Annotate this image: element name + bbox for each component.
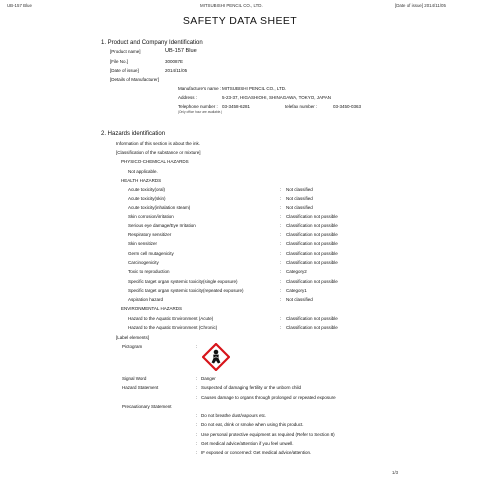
hazard-value: Not classified <box>286 187 313 192</box>
precaution-colon: : <box>196 450 198 455</box>
hazard-statement-colon: : <box>196 385 198 390</box>
hazard-colon: : <box>280 297 282 302</box>
hazard-label: Toxic to reproduction <box>128 269 170 274</box>
signal-colon: : <box>196 376 198 381</box>
env-heading: ENVIRONMENTAL HAZARDS <box>121 306 183 311</box>
hazard-value: Classification not possible <box>286 279 338 284</box>
hazard-colon: : <box>280 196 282 201</box>
precaution-statement: Do not breathe dust/vapours etc. <box>201 413 267 418</box>
precaution-statement: Get medical advice/attention if you feel unwell. <box>201 441 294 446</box>
env-hazard-value: Classification not possible <box>286 325 338 330</box>
precaution-colon: : <box>196 441 198 446</box>
hazard-label: Carcinogenicity <box>128 260 159 265</box>
precaution-colon: : <box>196 422 198 427</box>
precaution-colon: : <box>196 432 198 437</box>
hazard-colon: : <box>280 205 282 210</box>
office-hours-note: (Only office hour are available.) <box>178 110 223 114</box>
hazard-label: Aspiration hazard <box>128 297 164 302</box>
precaution-statement: IF exposed or concerned: Get medical advice/attention. <box>201 450 312 455</box>
page-title: SAFETY DATA SHEET <box>182 15 298 27</box>
precautionary-label: Precautionary Statement <box>122 404 172 409</box>
hazard-colon: : <box>280 251 282 256</box>
section1-heading: 1. Product and Company Identification <box>101 40 203 46</box>
hazard-colon: : <box>280 269 282 274</box>
fax-value: 03-3450-0363 <box>333 104 362 109</box>
hazard-label: Skin sensitizer <box>128 241 158 246</box>
date-label: [Date of issue] <box>110 68 139 73</box>
health-hazard-pictogram-icon <box>202 343 230 371</box>
env-hazard-value: Classification not possible <box>286 316 338 321</box>
hazard-label: Specific target organ systemic toxicity(repeated exposure) <box>128 288 244 293</box>
header-product: UB-157 Blue <box>7 3 32 8</box>
file-no-label: [File No.] <box>110 59 129 64</box>
physico-heading: PHYSICO-CHEMICAL HAZARDS <box>121 159 189 164</box>
hazard-colon: : <box>280 223 282 228</box>
hazard-label: Acute toxicity(oral) <box>128 187 166 192</box>
hazard-label: Respiratory sensitizer <box>128 232 172 237</box>
hazard-value: Category1 <box>286 288 307 293</box>
signal-word: Danger <box>201 376 216 381</box>
precaution-statement: Use personal protective equipment as required (Refer to Section 8) <box>201 432 335 437</box>
health-heading: HEALTH HAZARDS <box>121 178 162 183</box>
hazard-value: Not classified <box>286 205 313 210</box>
pictogram-label: Pictogram <box>122 344 143 349</box>
physico-value: Not applicable. <box>128 169 158 174</box>
hazard-statement-colon: : <box>196 395 198 400</box>
product-name-label: [Product name] <box>110 49 141 54</box>
hazard-colon: : <box>280 279 282 284</box>
hazard-colon: : <box>280 316 282 321</box>
address-label: Address : <box>178 95 198 100</box>
hazard-label: Specific target organ systemic toxicity(single exposure) <box>128 279 238 284</box>
manufacturer-label: [Details of Manufacturer] <box>110 77 160 82</box>
hazard-value: Classification not possible <box>286 260 338 265</box>
env-hazard-label: Hazard to the Aquatic Environment (Acute) <box>128 316 214 321</box>
hazard-label: Acute toxicity(inhalation steam) <box>128 205 191 210</box>
section2-heading: 2. Hazards identification <box>101 131 166 137</box>
hazard-colon: : <box>280 241 282 246</box>
hazard-statement: Suspected of damaging fertility or the unborn child <box>201 385 302 390</box>
classification-label: [Classification of the substance or mixture] <box>116 150 201 155</box>
hazard-value: Classification not possible <box>286 232 338 237</box>
hazard-colon: : <box>280 232 282 237</box>
hazard-value: Category2 <box>286 269 307 274</box>
hazard-colon: : <box>280 260 282 265</box>
mfr-name-label: Manufacture's name : <box>178 86 222 91</box>
hazard-colon: : <box>280 325 282 330</box>
precaution-statement: Do not eat, drink or smoke when using this product. <box>201 422 304 427</box>
fax-label: telefax number : <box>285 104 318 109</box>
hazard-colon: : <box>280 214 282 219</box>
hazard-value: Not classified <box>286 297 313 302</box>
env-hazard-label: Hazard to the Aquatic Environment (Chronic) <box>128 325 218 330</box>
hazard-value: Classification not possible <box>286 241 338 246</box>
hazard-label: Acute toxicity(skin) <box>128 196 166 201</box>
label-elements-heading: [Label elements] <box>116 335 150 340</box>
tel-label: Telephone number : <box>178 104 218 109</box>
hazard-label: Germ cell mutagenicity <box>128 251 174 256</box>
signal-word-label: Signal Word <box>122 376 147 381</box>
hazard-statement: Causes damage to organs through prolonged or repeated exposure <box>201 395 336 400</box>
date-value: 2014/11/05 <box>165 68 188 73</box>
header-date: [Date of issue] 2014/11/05 <box>395 3 446 8</box>
header-company: MITSUBISHI PENCIL CO., LTD. <box>200 3 263 8</box>
page-number: 1/3 <box>392 470 399 475</box>
hazard-value: Classification not possible <box>286 251 338 256</box>
hazard-statement-label: Hazard Statement <box>122 385 159 390</box>
hazard-value: Classification not possible <box>286 223 338 228</box>
mfr-name: MITSUBISHI PENCIL CO., LTD. <box>222 86 287 91</box>
pictogram-colon: : <box>196 344 198 349</box>
address-value: 5-23-37, HIGASHIOHI, SHINAGAWA, TOKYO, JAPAN <box>222 95 331 100</box>
section2-intro: Information of this section is about the ink. <box>116 141 201 146</box>
hazard-colon: : <box>280 288 282 293</box>
product-name: UB-157 Blue <box>165 48 197 54</box>
hazard-label: Skin corrosion/irritation <box>128 214 174 219</box>
hazard-value: Not classified <box>286 196 313 201</box>
precaution-colon: : <box>196 413 198 418</box>
hazard-colon: : <box>280 187 282 192</box>
hazard-value: Classification not possible <box>286 214 338 219</box>
hazard-label: Serious eye damage/Eye Irritation <box>128 223 196 228</box>
tel-value: 03-3458-6281 <box>222 104 251 109</box>
file-no: 300087E <box>165 59 184 64</box>
